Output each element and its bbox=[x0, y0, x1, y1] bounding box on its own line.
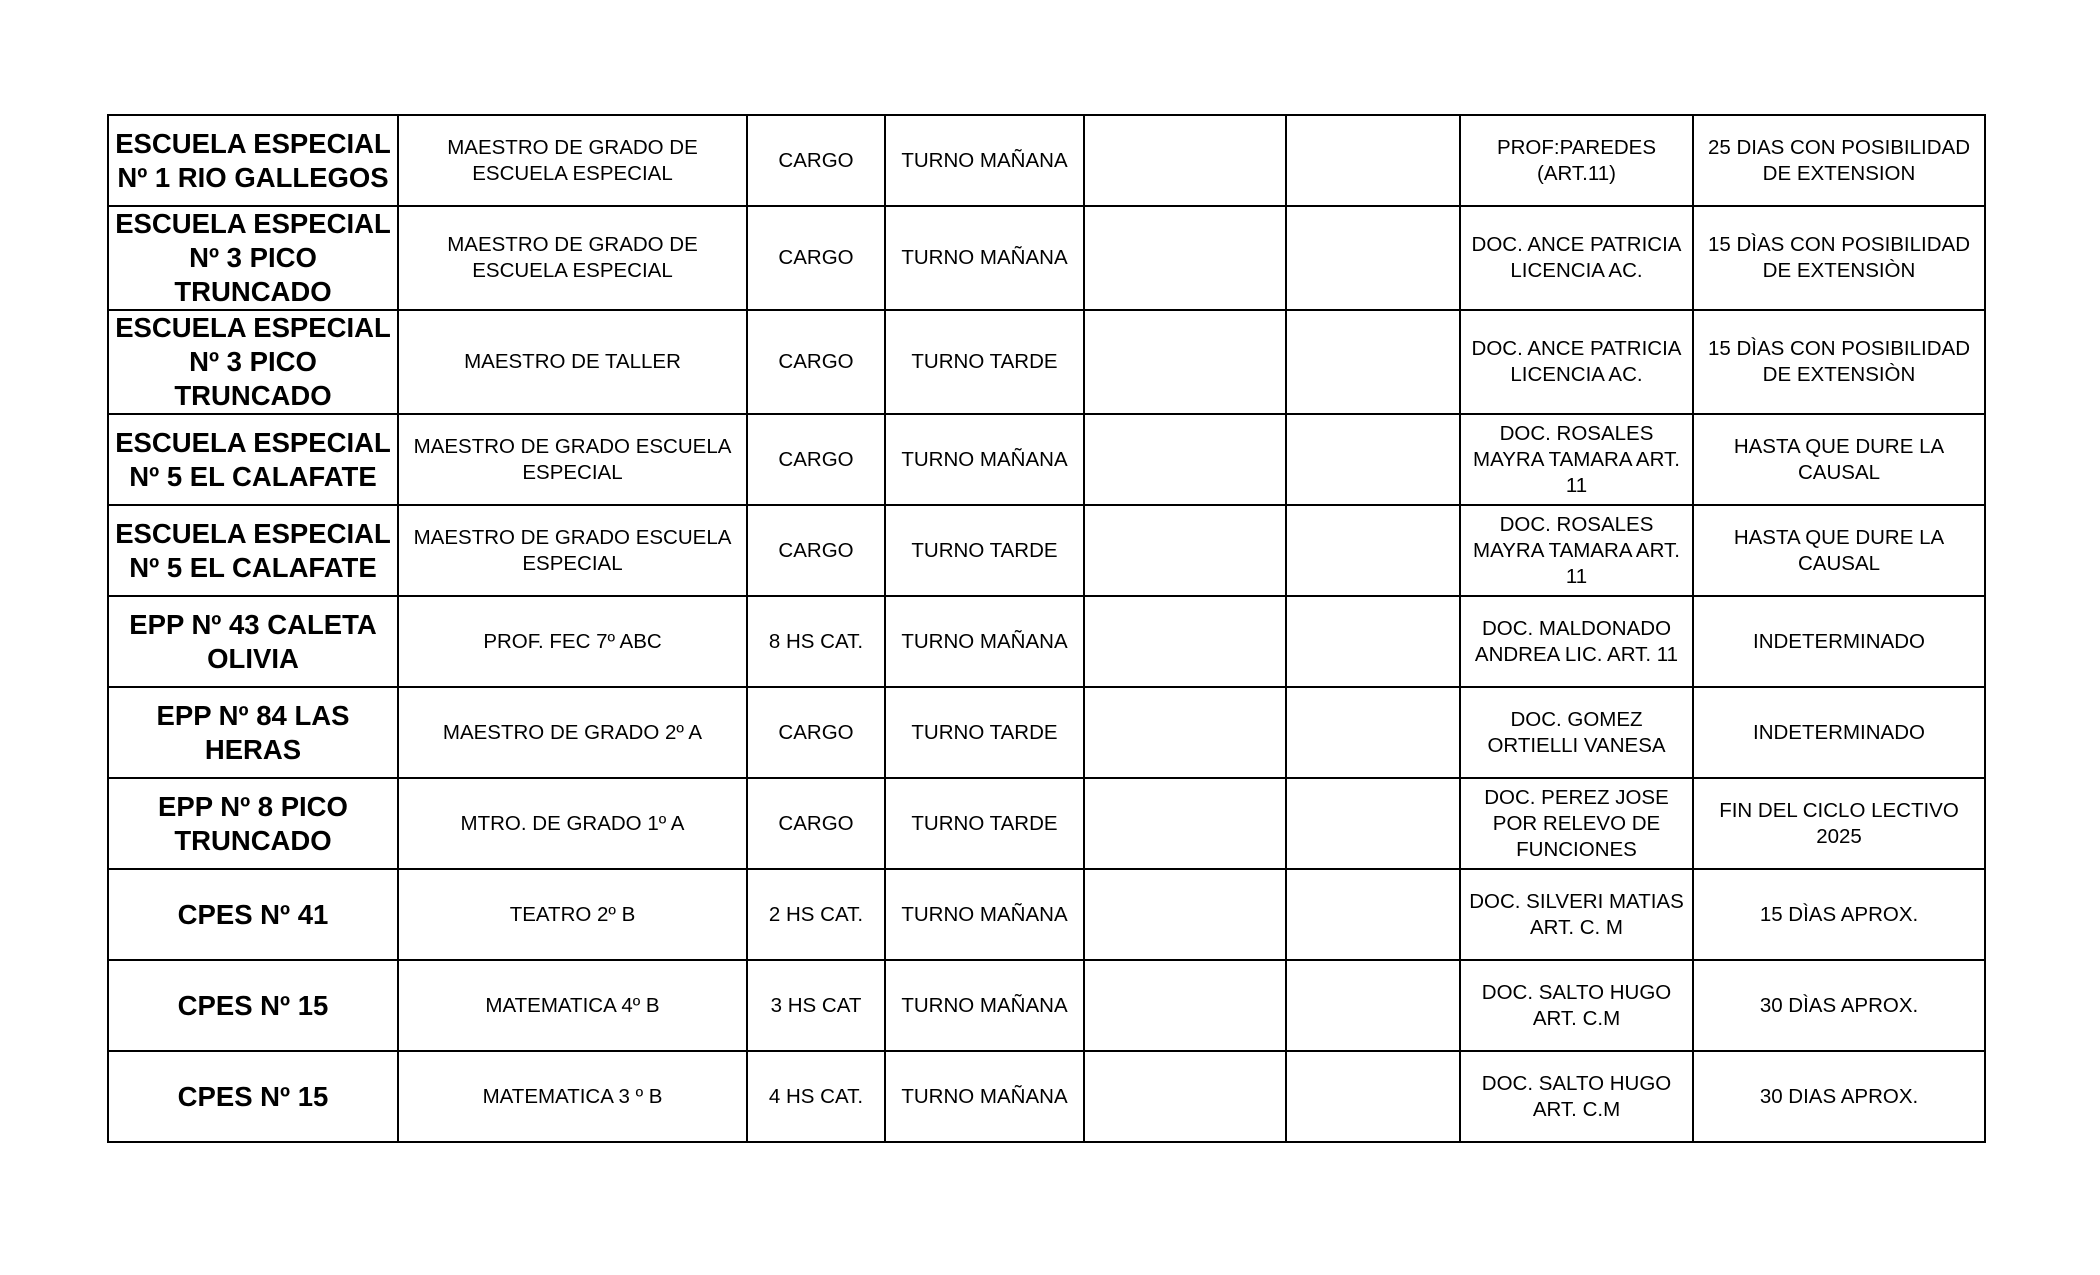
table-row bbox=[108, 310, 1985, 414]
blank-cell-1 bbox=[1084, 206, 1286, 310]
replaces-cell bbox=[1460, 869, 1693, 960]
shift-cell-text: TURNO TARDE bbox=[911, 811, 1058, 835]
school-cell bbox=[108, 505, 398, 596]
blank-cell-1 bbox=[1084, 869, 1286, 960]
table-row bbox=[108, 869, 1985, 960]
shift-cell bbox=[885, 1051, 1084, 1142]
type-cell-text: CARGO bbox=[778, 447, 854, 471]
replaces-cell bbox=[1460, 778, 1693, 869]
shift-cell bbox=[885, 778, 1084, 869]
duration-cell-text: HASTA QUE DURE LA CAUSAL bbox=[1733, 525, 1945, 575]
shift-cell-text: TURNO TARDE bbox=[911, 350, 1058, 373]
duration-cell-text: HASTA QUE DURE LA CAUSAL bbox=[1733, 434, 1945, 484]
school-cell-text: CPES Nº 15 bbox=[177, 989, 329, 1021]
table-row bbox=[108, 414, 1985, 505]
blank-cell-2 bbox=[1286, 596, 1460, 687]
position-cell bbox=[398, 310, 747, 414]
type-cell bbox=[747, 1051, 885, 1142]
school-cell bbox=[108, 778, 398, 869]
replaces-cell-text: DOC. SALTO HUGO ART. C.M bbox=[1481, 1071, 1672, 1121]
replaces-cell bbox=[1460, 1051, 1693, 1142]
replaces-cell bbox=[1460, 414, 1693, 505]
duration-cell-text: INDETERMINADO bbox=[1753, 720, 1925, 744]
duration-cell bbox=[1693, 687, 1985, 778]
type-cell bbox=[747, 505, 885, 596]
duration-cell bbox=[1693, 596, 1985, 687]
duration-cell-text: 15 DÌAS CON POSIBILIDAD DE EXTENSIÒN bbox=[1707, 233, 1971, 282]
type-cell bbox=[747, 778, 885, 869]
school-cell bbox=[108, 1051, 398, 1142]
replaces-cell-text: DOC. ANCE PATRICIA LICENCIA AC. bbox=[1471, 337, 1682, 386]
type-cell-text: CARGO bbox=[778, 350, 854, 373]
shift-cell-text: TURNO MAÑANA bbox=[901, 629, 1068, 653]
shift-cell bbox=[885, 115, 1084, 206]
shift-cell bbox=[885, 310, 1084, 414]
table-row bbox=[108, 687, 1985, 778]
school-cell-text: CPES Nº 15 bbox=[177, 1080, 329, 1112]
duration-cell-text: FIN DEL CICLO LECTIVO 2025 bbox=[1719, 798, 1959, 848]
replaces-cell bbox=[1460, 596, 1693, 687]
replaces-cell bbox=[1460, 505, 1693, 596]
duration-cell-text: 15 DÌAS APROX. bbox=[1759, 902, 1919, 926]
type-cell-text: 2 HS CAT. bbox=[768, 902, 864, 926]
type-cell bbox=[747, 960, 885, 1051]
shift-cell-text: TURNO MAÑANA bbox=[901, 993, 1068, 1017]
shift-cell bbox=[885, 960, 1084, 1051]
position-cell-text: TEATRO 2º B bbox=[509, 902, 636, 926]
position-cell-text: MATEMATICA 4º B bbox=[485, 993, 660, 1017]
duration-cell bbox=[1693, 115, 1985, 206]
position-cell bbox=[398, 778, 747, 869]
school-cell bbox=[108, 596, 398, 687]
duration-cell-text: INDETERMINADO bbox=[1753, 629, 1925, 653]
position-cell-text: MAESTRO DE GRADO ESCUELA ESPECIAL bbox=[413, 525, 732, 575]
shift-cell-text: TURNO MAÑANA bbox=[901, 148, 1068, 172]
position-cell bbox=[398, 414, 747, 505]
type-cell-text: CARGO bbox=[778, 720, 854, 744]
duration-cell-text: 30 DÌAS APROX. bbox=[1759, 993, 1919, 1017]
replaces-cell-text: PROF:PAREDES (ART.11) bbox=[1496, 135, 1657, 185]
type-cell bbox=[747, 869, 885, 960]
type-cell bbox=[747, 310, 885, 414]
type-cell-text: CARGO bbox=[778, 538, 854, 562]
blank-cell-1 bbox=[1084, 1051, 1286, 1142]
shift-cell bbox=[885, 206, 1084, 310]
position-cell-text: MAESTRO DE GRADO ESCUELA ESPECIAL bbox=[413, 434, 732, 484]
shift-cell bbox=[885, 596, 1084, 687]
replaces-cell bbox=[1460, 960, 1693, 1051]
school-cell-text: ESCUELA ESPECIAL Nº 3 PICO TRUNCADO bbox=[115, 208, 391, 307]
position-cell bbox=[398, 960, 747, 1051]
duration-cell bbox=[1693, 414, 1985, 505]
position-cell-text: MAESTRO DE TALLER bbox=[464, 350, 681, 373]
table-row bbox=[108, 596, 1985, 687]
school-cell-text: EPP Nº 8 PICO TRUNCADO bbox=[158, 790, 348, 856]
school-cell bbox=[108, 687, 398, 778]
duration-cell bbox=[1693, 310, 1985, 414]
replaces-cell-text: DOC. ROSALES MAYRA TAMARA ART. 11 bbox=[1473, 421, 1680, 497]
shift-cell bbox=[885, 869, 1084, 960]
replaces-cell bbox=[1460, 115, 1693, 206]
school-cell-text: EPP Nº 43 CALETA OLIVIA bbox=[129, 608, 377, 674]
duration-cell bbox=[1693, 505, 1985, 596]
replaces-cell-text: DOC. PEREZ JOSE POR RELEVO DE FUNCIONES bbox=[1484, 785, 1669, 861]
blank-cell-2 bbox=[1286, 310, 1460, 414]
shift-cell bbox=[885, 687, 1084, 778]
table-row bbox=[108, 778, 1985, 869]
table-row bbox=[108, 1051, 1985, 1142]
duration-cell bbox=[1693, 1051, 1985, 1142]
duration-cell bbox=[1693, 869, 1985, 960]
school-cell-text: ESCUELA ESPECIAL Nº 3 PICO TRUNCADO bbox=[115, 312, 391, 411]
shift-cell bbox=[885, 505, 1084, 596]
replaces-cell-text: DOC. GOMEZ ORTIELLI VANESA bbox=[1487, 707, 1666, 757]
shift-cell bbox=[885, 414, 1084, 505]
replaces-cell-text: DOC. ROSALES MAYRA TAMARA ART. 11 bbox=[1473, 512, 1680, 588]
type-cell bbox=[747, 596, 885, 687]
school-cell bbox=[108, 206, 398, 310]
blank-cell-1 bbox=[1084, 960, 1286, 1051]
type-cell-text: CARGO bbox=[778, 246, 854, 269]
position-cell bbox=[398, 206, 747, 310]
blank-cell-1 bbox=[1084, 778, 1286, 869]
blank-cell-2 bbox=[1286, 115, 1460, 206]
school-cell-text: ESCUELA ESPECIAL Nº 1 RIO GALLEGOS bbox=[115, 127, 391, 193]
school-cell bbox=[108, 869, 398, 960]
replaces-cell-text: DOC. ANCE PATRICIA LICENCIA AC. bbox=[1471, 233, 1682, 282]
type-cell-text: CARGO bbox=[778, 811, 854, 835]
replaces-cell bbox=[1460, 206, 1693, 310]
table-row bbox=[108, 960, 1985, 1051]
table-row bbox=[108, 115, 1985, 206]
position-cell bbox=[398, 505, 747, 596]
replaces-cell-text: DOC. SALTO HUGO ART. C.M bbox=[1481, 980, 1672, 1030]
position-cell-text: MATEMATICA 3 º B bbox=[482, 1084, 663, 1108]
table-body bbox=[108, 115, 1985, 1142]
blank-cell-2 bbox=[1286, 869, 1460, 960]
school-cell-text: ESCUELA ESPECIAL Nº 5 EL CALAFATE bbox=[115, 426, 391, 492]
blank-cell-1 bbox=[1084, 687, 1286, 778]
blank-cell-1 bbox=[1084, 596, 1286, 687]
type-cell bbox=[747, 687, 885, 778]
blank-cell-2 bbox=[1286, 778, 1460, 869]
table-row bbox=[108, 505, 1985, 596]
school-cell-text: EPP Nº 84 LAS HERAS bbox=[156, 699, 350, 765]
type-cell-text: 4 HS CAT. bbox=[768, 1084, 864, 1108]
replaces-cell bbox=[1460, 310, 1693, 414]
position-cell-text: MAESTRO DE GRADO DE ESCUELA ESPECIAL bbox=[447, 135, 698, 185]
shift-cell-text: TURNO MAÑANA bbox=[901, 246, 1068, 269]
position-cell-text: MTRO. DE GRADO 1º A bbox=[460, 811, 685, 835]
school-cell-text: CPES Nº 41 bbox=[177, 898, 329, 930]
school-cell-text: ESCUELA ESPECIAL Nº 5 EL CALAFATE bbox=[115, 517, 391, 583]
blank-cell-2 bbox=[1286, 414, 1460, 505]
table-row bbox=[108, 206, 1985, 310]
shift-cell-text: TURNO MAÑANA bbox=[901, 902, 1068, 926]
blank-cell-1 bbox=[1084, 414, 1286, 505]
blank-cell-1 bbox=[1084, 115, 1286, 206]
position-cell-text: MAESTRO DE GRADO DE ESCUELA ESPECIAL bbox=[447, 233, 698, 282]
duration-cell bbox=[1693, 206, 1985, 310]
duration-cell-text: 25 DIAS CON POSIBILIDAD DE EXTENSION bbox=[1707, 135, 1971, 185]
school-cell bbox=[108, 310, 398, 414]
position-cell-text: PROF. FEC 7º ABC bbox=[483, 629, 662, 653]
type-cell-text: 3 HS CAT bbox=[770, 993, 862, 1017]
position-cell bbox=[398, 115, 747, 206]
replaces-cell-text: DOC. MALDONADO ANDREA LIC. ART. 11 bbox=[1474, 616, 1679, 666]
type-cell bbox=[747, 206, 885, 310]
position-cell bbox=[398, 687, 747, 778]
position-cell-text: MAESTRO DE GRADO 2º A bbox=[442, 720, 703, 744]
school-cell bbox=[108, 960, 398, 1051]
vacancy-table bbox=[107, 114, 1986, 1143]
school-cell bbox=[108, 115, 398, 206]
blank-cell-2 bbox=[1286, 505, 1460, 596]
blank-cell-2 bbox=[1286, 206, 1460, 310]
blank-cell-1 bbox=[1084, 505, 1286, 596]
replaces-cell bbox=[1460, 687, 1693, 778]
position-cell bbox=[398, 596, 747, 687]
shift-cell-text: TURNO MAÑANA bbox=[901, 447, 1068, 471]
blank-cell-2 bbox=[1286, 1051, 1460, 1142]
type-cell bbox=[747, 115, 885, 206]
type-cell-text: CARGO bbox=[778, 148, 854, 172]
type-cell bbox=[747, 414, 885, 505]
duration-cell bbox=[1693, 960, 1985, 1051]
replaces-cell-text: DOC. SILVERI MATIAS ART. C. M bbox=[1469, 889, 1684, 939]
blank-cell-2 bbox=[1286, 687, 1460, 778]
duration-cell-text: 15 DÌAS CON POSIBILIDAD DE EXTENSIÒN bbox=[1707, 337, 1971, 386]
duration-cell bbox=[1693, 778, 1985, 869]
blank-cell-2 bbox=[1286, 960, 1460, 1051]
position-cell bbox=[398, 869, 747, 960]
school-cell bbox=[108, 414, 398, 505]
position-cell bbox=[398, 1051, 747, 1142]
blank-cell-1 bbox=[1084, 310, 1286, 414]
shift-cell-text: TURNO MAÑANA bbox=[901, 1084, 1068, 1108]
duration-cell-text: 30 DIAS APROX. bbox=[1759, 1084, 1919, 1108]
shift-cell-text: TURNO TARDE bbox=[911, 720, 1058, 744]
shift-cell-text: TURNO TARDE bbox=[911, 538, 1058, 562]
type-cell-text: 8 HS CAT. bbox=[768, 629, 864, 653]
